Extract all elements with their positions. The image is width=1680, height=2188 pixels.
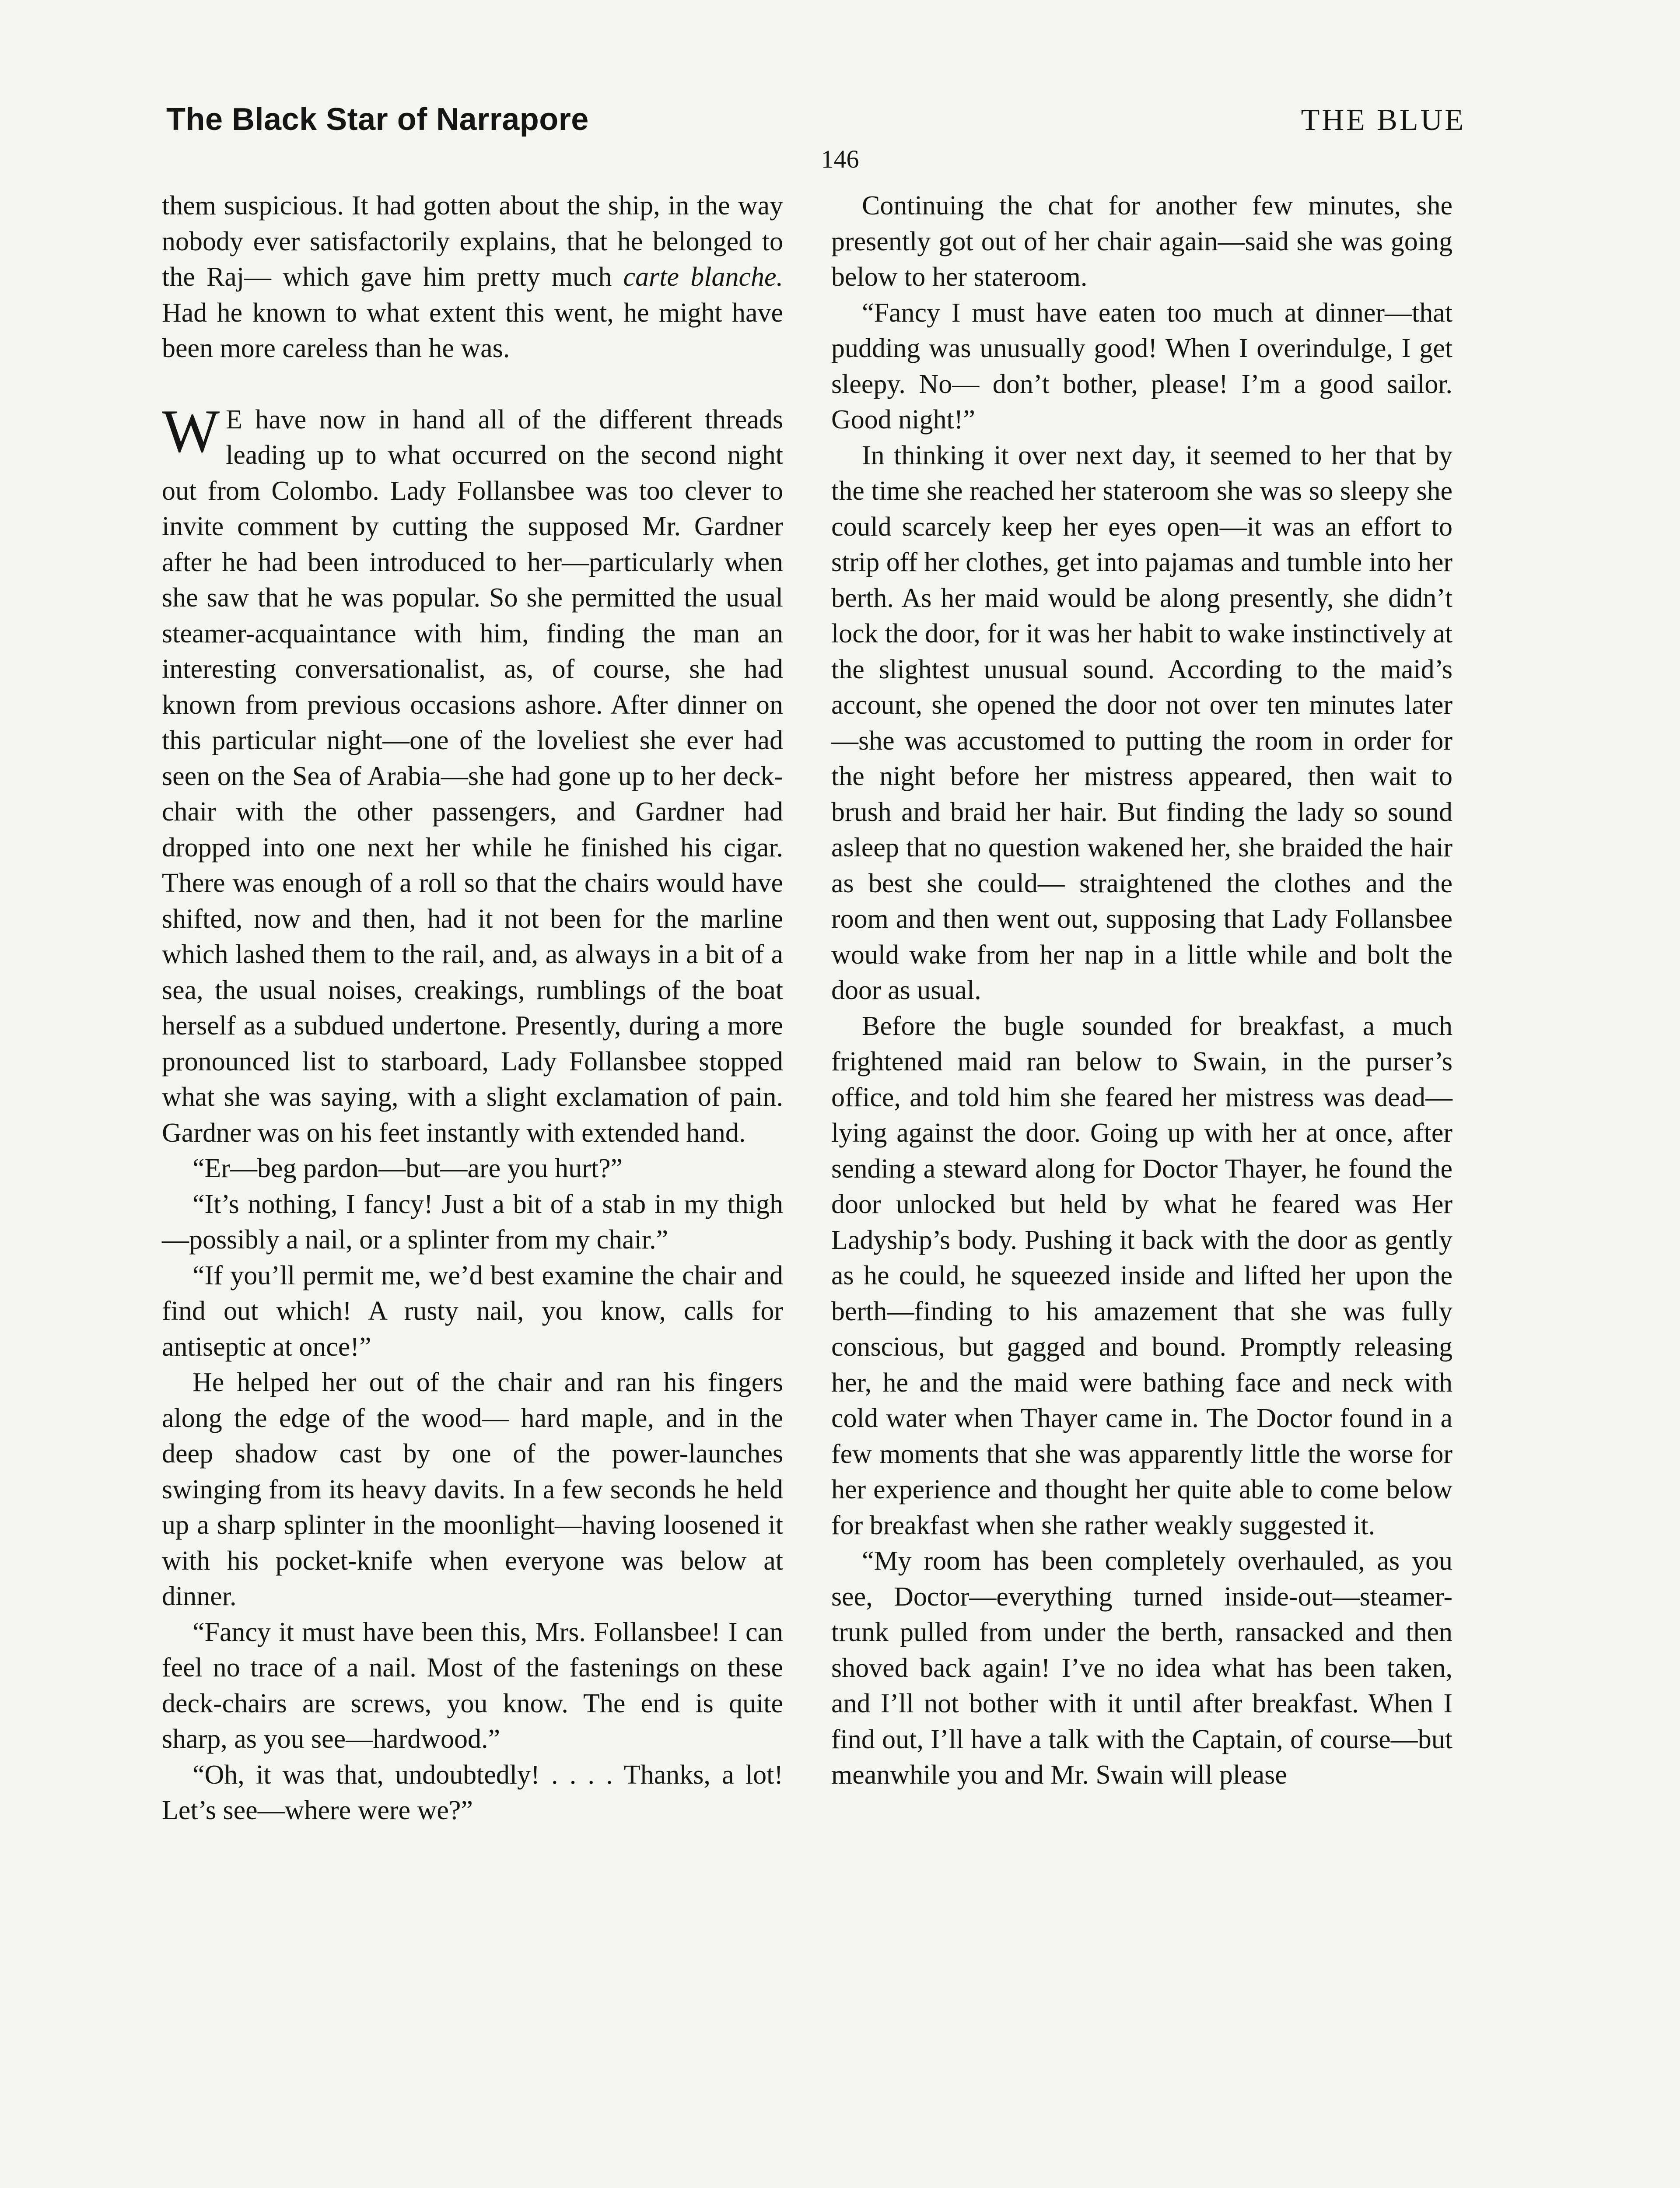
- paragraph: them suspicious. It had gotten about the ship, in the way nobody ever satisfactorily explains, that he belonged to the Raj— which gave him pretty much carte blanche. Had he known to what extent this went, he might have been more careless than he was.: [162, 191, 783, 363]
- paragraph: In thinking it over next day, it seemed to her that by the time she reached her stateroom she was so sleepy she could scarcely keep her eyes open—it was an effort to strip off her clothes, get into pajamas and tumble into her berth. As her maid would be along presently, she didn’t lock the door, for it was her habit to wake instinctively at the slightest unusual sound. According to the maid’s account, she opened the door not over ten minutes later—she was accustomed to putting the room in order for the night before her mistress appeared, then wait to brush and braid her hair. But finding the lady so sound asleep that no question wakened her, she braided the hair as best she could— straightened the clothes and the room and then went out, supposing that Lady Follansbee would wake from her nap in a little while and bolt the door as usual.: [831, 440, 1452, 1005]
- paragraph: He helped her out of the chair and ran his fingers along the edge of the wood— hard maple, and in the deep shadow cast by one of the power-launches swinging from its heavy davits. In a few seconds he held up a sharp splinter in the moonlight—having loosened it with his pocket-knife when everyone was below at dinner.: [162, 1368, 783, 1611]
- page-number: 146: [821, 145, 859, 173]
- paragraph: “Fancy I must have eaten too much at dinner—that pudding was unusually good! When I overindulge, I get sleepy. No— don’t bother, please! I’m a good sailor. Good night!”: [831, 298, 1452, 435]
- drop-cap: W: [162, 397, 220, 465]
- paragraph: Continuing the chat for another few minutes, she presently got out of her chair again—said she was going below to her stateroom.: [831, 191, 1452, 292]
- paragraph: “Er—beg pardon—but—are you hurt?”: [192, 1154, 623, 1183]
- paragraph: Before the bugle sounded for breakfast, a much frightened maid ran below to Swain, in the purser’s office, and told him she feared her mistress was dead—lying against the door. Going up with her at once, after sending a steward along for Doctor Thayer, he found the door unlocked but held by what he feared was Her Ladyship’s body. Pushing it back with the door as gently as he could, he squeezed inside and lifted her upon the berth—finding to his amazement that she was fully conscious, but gagged and bound. Promptly releasing her, he and the maid were bathing face and neck with cold water when Thayer came in. The Doctor found in a few moments that she was apparently little the worse for her experience and thought her quite able to come below for breakfast when she rather weakly suggested it.: [831, 1011, 1452, 1540]
- paragraph: “If you’ll permit me, we’d best examine the chair and find out which! A rusty nail, you know, calls for antiseptic at once!”: [162, 1260, 783, 1362]
- left-column: [162, 188, 783, 1829]
- running-header: [166, 102, 1466, 138]
- paragraph: “Fancy it must have been this, Mrs. Follansbee! I can feel no trace of a nail. Most of the fastenings on these deck-chairs are screws, you know. The end is quite sharp, as you see—hardwood.”: [162, 1617, 783, 1754]
- right-column: [831, 188, 1452, 1793]
- paragraph: “My room has been completely overhauled, as you see, Doctor—everything turned inside-out—steamer-trunk pulled from under the berth, ransacked and then shoved back again! I’ve no idea what has been taken, and I’ll not bother with it until after breakfast. When I find out, I’ll have a talk with the Captain, of course—but meanwhile you and Mr. Swain will please: [831, 1546, 1452, 1790]
- paragraph: W E have now in hand all of the different threads leading up to what occurred on the second night out from Colombo. Lady Follansbee was too clever to invite comment by cutting the supposed Mr. Gardner after he had been introduced to her—particularly when she saw that he was popular. So she permitted the usual steamer-acquaintance with him, finding the man an interesting conversationalist, as, of course, she had known from previous occasions ashore. After dinner on this particular night—one of the loveliest she ever had seen on the Sea of Arabia—she had gone up to her deck-chair with the other passengers, and Gardner had dropped into one next her while he finished his cigar. There was enough of a roll so that the chairs would have shifted, now and then, had it not been for the marline which lashed them to the rail, and, as always in a bit of a sea, the usual noises, creakings, rumblings of the boat herself as a subdued undertone. Presently, during a more pronounced list to starboard, Lady Follansbee stopped what she was saying, with a slight exclamation of pain. Gardner was on his feet instantly with extended hand.: [162, 397, 783, 1148]
- paragraph: “Oh, it was that, undoubtedly! . . . . Thanks, a lot! Let’s see—where were we?”: [162, 1760, 783, 1825]
- paragraph: “It’s nothing, I fancy! Just a bit of a stab in my thigh—possibly a nail, or a splinter from my chair.”: [162, 1189, 783, 1255]
- magazine-name: THE BLUE: [1301, 103, 1466, 137]
- story-title: The Black Star of Narrapore: [166, 102, 589, 137]
